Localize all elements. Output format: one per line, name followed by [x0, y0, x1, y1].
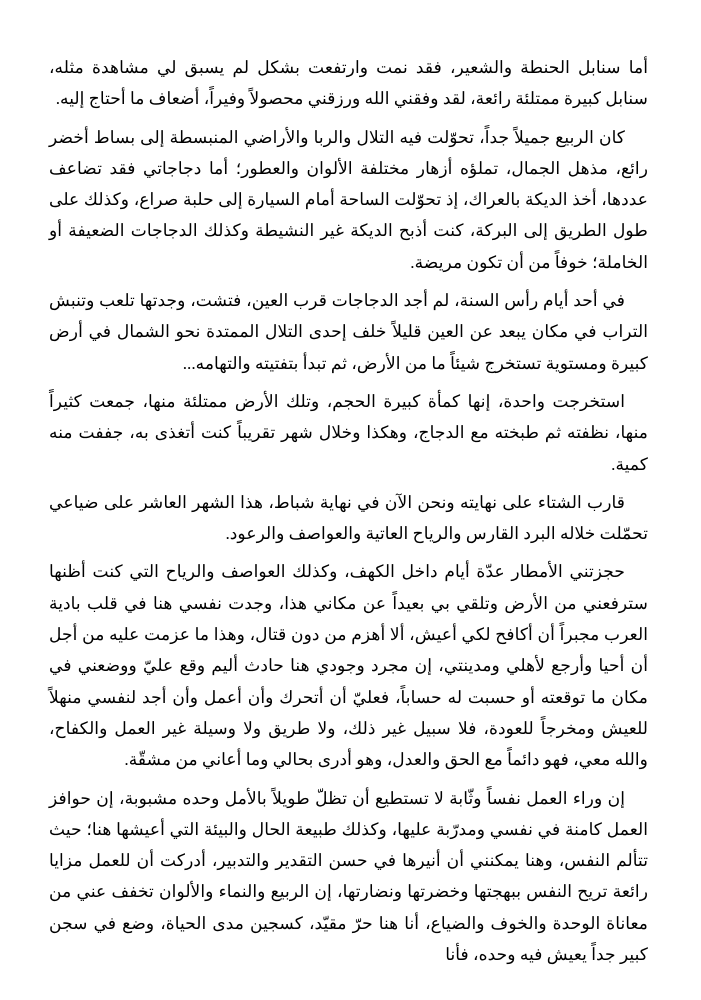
paragraph-work-spirit: إن وراء العمل نفساً وثّابة لا تستطيع أن تظلّ طويلاً بالأمل وحده مشبوبة، إن حوافز العمل كامنة في نفسي ومدرّبة عليها، وكذلك طبيعة الحال والبيئة التي أعيشها هنا؛ حيث تتألم النفس، وهنا يمكنني أن أنيرها في حسن التقدير والتدبير، أدركت أن للعمل مزايا رائعة تريح النفس ببهجتها وخضرتها ونضارتها، إن الربيع والنماء والألوان تخفف عني من معاناة الوحدة والخوف والضياع، أنا هنا حرّ مقيّد، كسجين مدى الحياة، وضع في سجن كبير جداً يعيش فيه وحده، فأنا — [49, 788, 648, 965]
paragraph-winter-end: قارب الشتاء على نهايته ونحن الآن في نهاية شباط، هذا الشهر العاشر على ضياعي تحمّلت خلاله البرد القارس والرياح العاتية والعواصف والرعود. — [49, 492, 648, 544]
paragraph-truffle: استخرجت واحدة، إنها كمأة كبيرة الحجم، وتلك الأرض ممتلئة منها، جمعت كثيراً منها، نظفته ثم طبخته مع الدجاج، وهكذا وخلال شهر تقريباً كنت أتغذى به، جففت منه كمية. — [49, 391, 648, 474]
paragraph-rain-cave: حجزتني الأمطار عدّة أيام داخل الكهف، وكذلك العواصف والرياح التي كنت أظنها سترفعني من الأرض وتلقي بي بعيداً عن مكاني هذا، وجدت نفسي هنا في قلب بادية العرب مجبراً أن أكافح لكي أعيش، ألا أهزم من دون قتال، وهذا ما عزمت عليه من أجل أن أحيا وأرجع لأهلي ومدينتي، إن مجرد وجودي هنا حادث أليم وقع عليّ ووضعني في مكان ما توقعته أو حسبت له حساباً، فعليّ أن أتحرك وأن أعمل وأن أجد لنفسي منهلاً للعيش ومخرجاً للعودة، فلا سبيل غير ذلك، ولا طريق ولا وسيلة غير العمل والكفاح، والله معي، فهو دائماً مع الحق والعدل، وهو أدرى بحالي وما أعاني من مشقّة. — [49, 562, 648, 770]
paragraph-wheat-harvest: أما سنابل الحنطة والشعير، فقد نمت وارتفعت بشكل لم يسبق لي مشاهدة مثله، سنابل كبيرة ممتلئة رائعة، لقد وفقني الله ورزقني محصولاً وفيراً، أضعاف ما أحتاج إليه. — [49, 58, 648, 109]
paragraph-new-year-hens: في أحد أيام رأس السنة، لم أجد الدجاجات قرب العين، فتشت، وجدتها تلعب وتنبش التراب في مكان يبعد عن العين قليلاً خلف إحدى التلال الممتدة نحو الشمال في أرض كبيرة ومستوية تستخرج شيئاً ما من الأرض، ثم تبدأ بتفتيته والتهامه... — [49, 291, 648, 373]
paragraph-spring: كان الربيع جميلاً جداً، تحوّلت فيه التلال والربا والأراضي المنبسطة إلى بساط أخضر رائع، مذهل الجمال، تملؤه أزهار مختلفة الألوان والعطور؛ أما دجاجاتي فقد تضاعف عددها، أخذ الديكة بالعراك، إذ تحوّلت الساحة أمام السيارة إلى حلبة صراع، وكذلك على طول الطريق إلى البركة، كنت أذبح الديكة غير النشيطة وكذلك الدجاجات الضعيفة أو الخاملة؛ خوفاً من أن تكون مريضة. — [49, 127, 648, 272]
